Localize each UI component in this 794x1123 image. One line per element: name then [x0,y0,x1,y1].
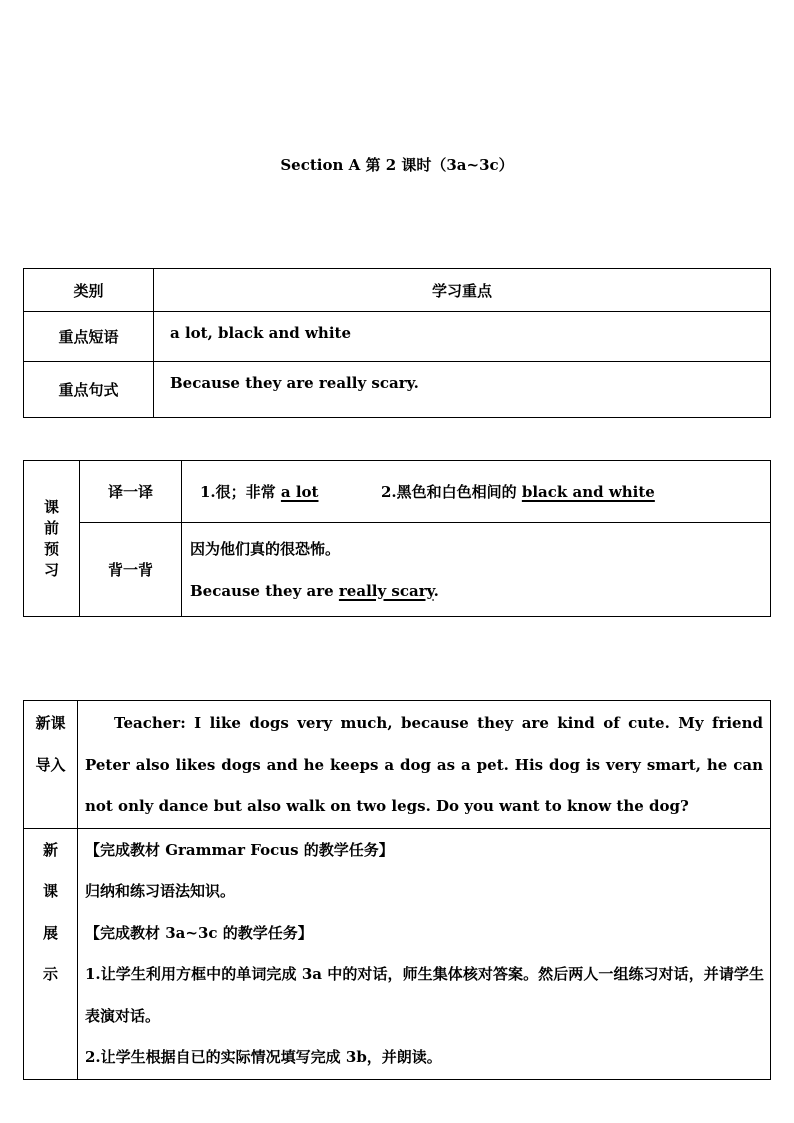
table-row [24,362,771,418]
task-line: 归纳和练习语法知识。 [85,882,236,900]
header-category: 类别 [24,269,154,312]
task-heading-3a3c: 【完成教材 3a~3c 的教学任务】 [85,923,313,942]
recite-answer: really scary [338,581,434,600]
item1-prefix: 1.很；非常 [200,483,276,501]
row-content-phrases: a lot, black and white [154,312,771,362]
recite-chinese: 因为他们真的很恐怖。 [190,539,341,558]
item2-answer: black and white [521,483,655,501]
table-row [24,828,771,1079]
focus-table [23,268,771,418]
recite-english: Because they are really scary. [190,581,439,600]
task-line: 1.让学生利用方框中的单词完成 3a 中的对话，师生集体核对答案。然后两人一组练习对话，并请学生表演对话。 [85,965,764,1025]
row-content-sentences: Because they are really scary. [154,362,771,418]
table-row [24,523,771,617]
header-focus: 学习重点 [154,269,771,312]
recite-label: 背一背 [80,523,182,617]
preview-section-label: 课 前 预 习 [24,461,80,617]
page-title: Section A 第 2 课时（3a~3c） [280,156,514,174]
row-label-sentences: 重点句式 [24,362,154,418]
preview-table [23,460,771,617]
intro-text: Teacher: I like dogs very much, because they are kind of cute. My friend Peter also likes dogs and he keeps a dog as a pet. His dog is very smart, he can not only dance but also walk on two legs. Do you want to know the dog? [78,701,771,829]
intro-label: 新课 导入 [24,701,78,829]
row-label-phrases: 重点短语 [24,312,154,362]
lesson-table [23,700,771,1080]
table-row [24,461,771,523]
item2-prefix: 2.黑色和白色相间的 [380,483,517,501]
translate-content [182,461,771,523]
new-lesson-content [78,828,771,1079]
table-row [24,312,771,362]
recite-content [182,523,771,617]
translate-label: 译一译 [80,461,182,523]
table-header-row [24,269,771,312]
table-row [24,701,771,829]
item1-answer: a lot [280,483,319,501]
task-line: 2.让学生根据自已的实际情况填写完成 3b，并朗读。 [85,1048,442,1066]
task-heading-grammar: 【完成教材 Grammar Focus 的教学任务】 [85,840,394,859]
new-lesson-label: 新 课 展 示 [24,828,78,1079]
